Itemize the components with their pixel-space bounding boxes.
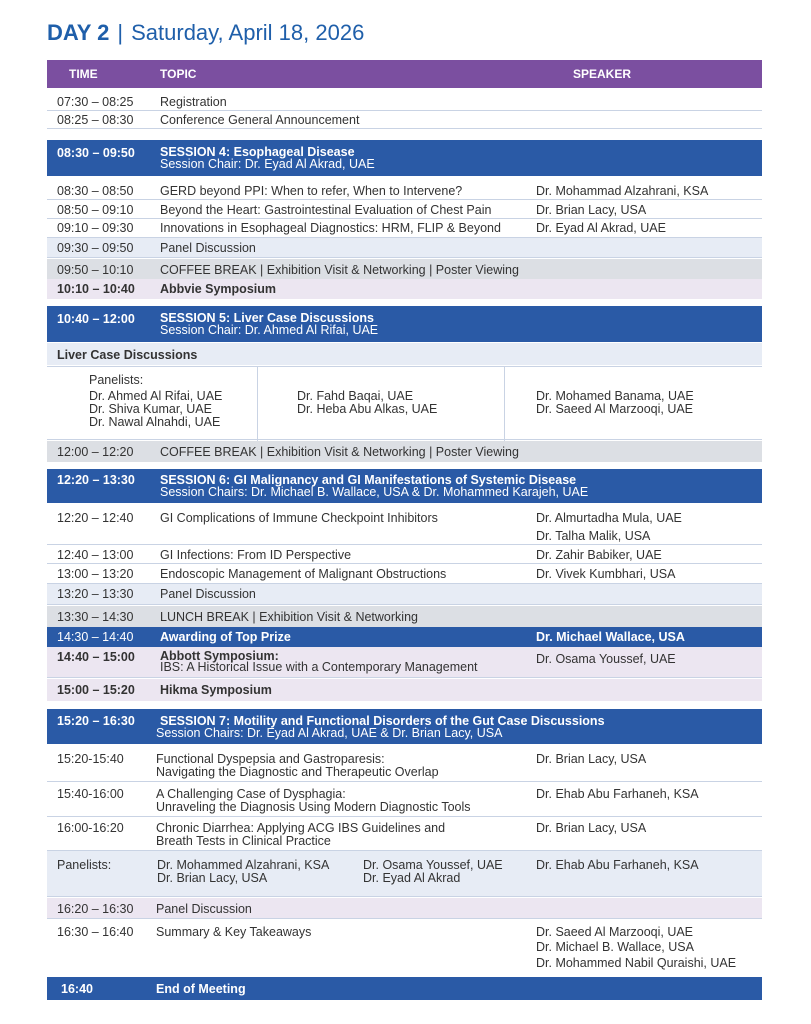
row-topic: Panel Discussion bbox=[160, 587, 256, 601]
day-date: Saturday, April 18, 2026 bbox=[131, 20, 365, 45]
row-topic: GI Complications of Immune Checkpoint Inhibitors bbox=[160, 511, 438, 525]
row-speaker: Dr. Talha Malik, USA bbox=[536, 529, 651, 543]
row-subtopic: Navigating the Diagnostic and Therapeutic Overlap bbox=[156, 765, 439, 779]
divider bbox=[257, 367, 258, 441]
panelist: Dr. Eyad Al Akrad bbox=[363, 871, 461, 885]
row-time: 13:00 – 13:20 bbox=[57, 567, 134, 581]
table-row bbox=[47, 920, 762, 972]
row-speaker: Dr. Vivek Kumbhari, USA bbox=[536, 567, 676, 581]
title-separator: | bbox=[117, 20, 124, 45]
table-row bbox=[47, 92, 762, 111]
award-row bbox=[47, 627, 762, 647]
session-header bbox=[47, 306, 762, 342]
session-time: 10:40 – 12:00 bbox=[57, 312, 135, 326]
session-title: SESSION 5: Liver Case Discussions bbox=[160, 311, 374, 325]
table-row bbox=[47, 898, 762, 919]
row-time: 12:40 – 13:00 bbox=[57, 548, 134, 562]
col-topic: TOPIC bbox=[160, 67, 197, 81]
table-header bbox=[47, 60, 762, 88]
row-speaker: Dr. Osama Youssef, UAE bbox=[536, 652, 676, 666]
row-time: 08:25 – 08:30 bbox=[57, 113, 134, 127]
row-topic: Endoscopic Management of Malignant Obstructions bbox=[160, 567, 447, 581]
row-topic: Hikma Symposium bbox=[160, 683, 272, 697]
row-speaker: Dr. Almurtadha Mula, UAE bbox=[536, 511, 682, 525]
row-topic: COFFEE BREAK | Exhibition Visit & Networking | Poster Viewing bbox=[160, 263, 519, 277]
row-time: 08:50 – 09:10 bbox=[57, 203, 134, 217]
row-speaker: Dr. Ehab Abu Farhaneh, KSA bbox=[536, 787, 699, 801]
row-time: 09:50 – 10:10 bbox=[57, 263, 134, 277]
row-speaker: Dr. Mohammed Nabil Quraishi, UAE bbox=[536, 956, 737, 970]
session-chair: Session Chairs: Dr. Eyad Al Akrad, UAE & Dr. Brian Lacy, USA bbox=[156, 726, 503, 740]
row-subtopic: IBS: A Historical Issue with a Contemporary Management bbox=[160, 660, 478, 674]
row-topic: Beyond the Heart: Gastrointestinal Evaluation of Chest Pain bbox=[160, 203, 492, 217]
row-speaker: Dr. Brian Lacy, USA bbox=[536, 203, 647, 217]
break-row bbox=[47, 441, 762, 462]
table-row bbox=[47, 238, 762, 258]
row-speaker: Dr. Mohammad Alzahrani, KSA bbox=[536, 184, 709, 198]
row-time: 13:20 – 13:30 bbox=[57, 587, 134, 601]
row-topic: Panel Discussion bbox=[160, 241, 256, 255]
row-topic: Panel Discussion bbox=[156, 902, 252, 916]
session-header bbox=[47, 469, 762, 503]
symposium-row bbox=[47, 279, 762, 299]
panelists-block bbox=[47, 366, 762, 440]
row-time: 10:10 – 10:40 bbox=[57, 282, 135, 296]
panelist: Dr. Shiva Kumar, UAE bbox=[89, 402, 212, 416]
panelist: Dr. Nawal Alnahdi, UAE bbox=[89, 415, 221, 429]
table-row bbox=[47, 545, 762, 564]
session-title: SESSION 4: Esophageal Disease bbox=[160, 145, 355, 159]
row-time: 15:20-15:40 bbox=[57, 752, 124, 766]
row-topic: Awarding of Top Prize bbox=[160, 630, 291, 644]
table-row bbox=[47, 749, 762, 782]
panelists-label: Panelists: bbox=[57, 858, 112, 872]
row-speaker: Dr. Saeed Al Marzooqi, UAE bbox=[536, 925, 694, 939]
row-topic: Registration bbox=[160, 95, 227, 109]
col-time: TIME bbox=[69, 67, 98, 81]
symposium-row bbox=[47, 679, 762, 701]
session-time: 12:20 – 13:30 bbox=[57, 473, 135, 487]
row-time: 14:30 – 14:40 bbox=[57, 630, 134, 644]
col-speaker: SPEAKER bbox=[573, 67, 632, 81]
row-time: 09:10 – 09:30 bbox=[57, 221, 134, 235]
table-row bbox=[47, 564, 762, 584]
session-time: 15:20 – 16:30 bbox=[57, 714, 135, 728]
panelist: Dr. Heba Abu Alkas, UAE bbox=[297, 402, 438, 416]
table-row bbox=[47, 817, 762, 851]
row-topic: Summary & Key Takeaways bbox=[156, 925, 312, 939]
panelist: Dr. Fahd Baqai, UAE bbox=[297, 389, 414, 403]
row-subtopic: Breath Tests in Clinical Practice bbox=[156, 834, 331, 848]
row-time: 08:30 – 08:50 bbox=[57, 184, 134, 198]
session-chair: Session Chair: Dr. Ahmed Al Rifai, UAE bbox=[160, 323, 379, 337]
row-subtopic: Unraveling the Diagnosis Using Modern Diagnostic Tools bbox=[156, 800, 471, 814]
table-row bbox=[47, 200, 762, 219]
panelist: Dr. Mohamed Banama, UAE bbox=[536, 389, 694, 403]
session-header bbox=[47, 140, 762, 176]
row-topic: End of Meeting bbox=[156, 982, 246, 996]
session-time: 08:30 – 09:50 bbox=[57, 146, 135, 160]
row-time: 16:00-16:20 bbox=[57, 821, 124, 835]
session-header bbox=[47, 709, 762, 744]
panelist: Dr. Brian Lacy, USA bbox=[157, 871, 268, 885]
panelist: Dr. Saeed Al Marzooqi, UAE bbox=[536, 402, 694, 416]
row-time: 15:40-16:00 bbox=[57, 787, 124, 801]
session-chair: Session Chair: Dr. Eyad Al Akrad, UAE bbox=[160, 157, 375, 171]
divider bbox=[504, 367, 505, 441]
row-topic: LUNCH BREAK | Exhibition Visit & Networking bbox=[160, 610, 418, 624]
row-time: 09:30 – 09:50 bbox=[57, 241, 134, 255]
table-row bbox=[47, 584, 762, 605]
panelists-row bbox=[47, 851, 762, 897]
row-topic: Functional Dyspepsia and Gastroparesis: bbox=[156, 752, 385, 766]
table-row bbox=[47, 219, 762, 238]
row-speaker: Dr. Michael B. Wallace, USA bbox=[536, 940, 694, 954]
table-row bbox=[47, 111, 762, 129]
row-topic: A Challenging Case of Dysphagia: bbox=[156, 787, 346, 801]
row-time: 16:20 – 16:30 bbox=[57, 902, 134, 916]
row-speaker: Dr. Ehab Abu Farhaneh, KSA bbox=[536, 858, 699, 872]
row-topic: GERD beyond PPI: When to refer, When to Intervene? bbox=[160, 184, 463, 198]
panelist: Dr. Osama Youssef, UAE bbox=[363, 858, 503, 872]
symposium-row bbox=[47, 647, 762, 678]
table-row bbox=[47, 783, 762, 817]
row-speaker: Dr. Michael Wallace, USA bbox=[536, 630, 685, 644]
row-time: 07:30 – 08:25 bbox=[57, 95, 134, 109]
row-topic: Chronic Diarrhea: Applying ACG IBS Guidelines and bbox=[156, 821, 446, 835]
row-topic: GI Infections: From ID Perspective bbox=[160, 548, 352, 562]
row-speaker: Dr. Brian Lacy, USA bbox=[536, 821, 647, 835]
row-speaker: Dr. Zahir Babiker, UAE bbox=[536, 548, 662, 562]
page-title bbox=[47, 20, 364, 46]
end-row bbox=[47, 977, 762, 1000]
break-row bbox=[47, 259, 762, 279]
panelist: Dr. Mohammed Alzahrani, KSA bbox=[157, 858, 330, 872]
row-topic: Conference General Announcement bbox=[160, 113, 360, 127]
table-row bbox=[47, 508, 762, 545]
break-row bbox=[47, 606, 762, 627]
row-time: 16:30 – 16:40 bbox=[57, 925, 134, 939]
row-time: 12:00 – 12:20 bbox=[57, 445, 134, 459]
row-time: 12:20 – 12:40 bbox=[57, 511, 134, 525]
row-speaker: Dr. Eyad Al Akrad, UAE bbox=[536, 221, 666, 235]
row-time: 14:40 – 15:00 bbox=[57, 650, 135, 664]
row-topic: COFFEE BREAK | Exhibition Visit & Networking | Poster Viewing bbox=[160, 445, 519, 459]
row-speaker: Dr. Brian Lacy, USA bbox=[536, 752, 647, 766]
subsection-title: Liver Case Discussions bbox=[57, 348, 198, 362]
row-topic: Abbvie Symposium bbox=[160, 282, 276, 296]
row-time: 16:40 bbox=[61, 982, 93, 996]
panelist: Dr. Ahmed Al Rifai, UAE bbox=[89, 389, 223, 403]
day-label: DAY 2 bbox=[47, 20, 110, 45]
panelists-label: Panelists: bbox=[89, 373, 144, 387]
row-time: 15:00 – 15:20 bbox=[57, 683, 135, 697]
table-row bbox=[47, 181, 762, 200]
session-chair: Session Chairs: Dr. Michael B. Wallace, USA & Dr. Mohammed Karajeh, UAE bbox=[160, 485, 589, 499]
session-title: SESSION 6: GI Malignancy and GI Manifestations of Systemic Disease bbox=[160, 473, 577, 487]
row-time: 13:30 – 14:30 bbox=[57, 610, 134, 624]
row-topic: Innovations in Esophageal Diagnostics: HRM, FLIP & Beyond bbox=[160, 221, 501, 235]
subsection-header bbox=[47, 343, 762, 365]
row-topic: Abbott Symposium: bbox=[160, 649, 279, 663]
session-title: SESSION 7: Motility and Functional Disorders of the Gut Case Discussions bbox=[160, 714, 605, 728]
